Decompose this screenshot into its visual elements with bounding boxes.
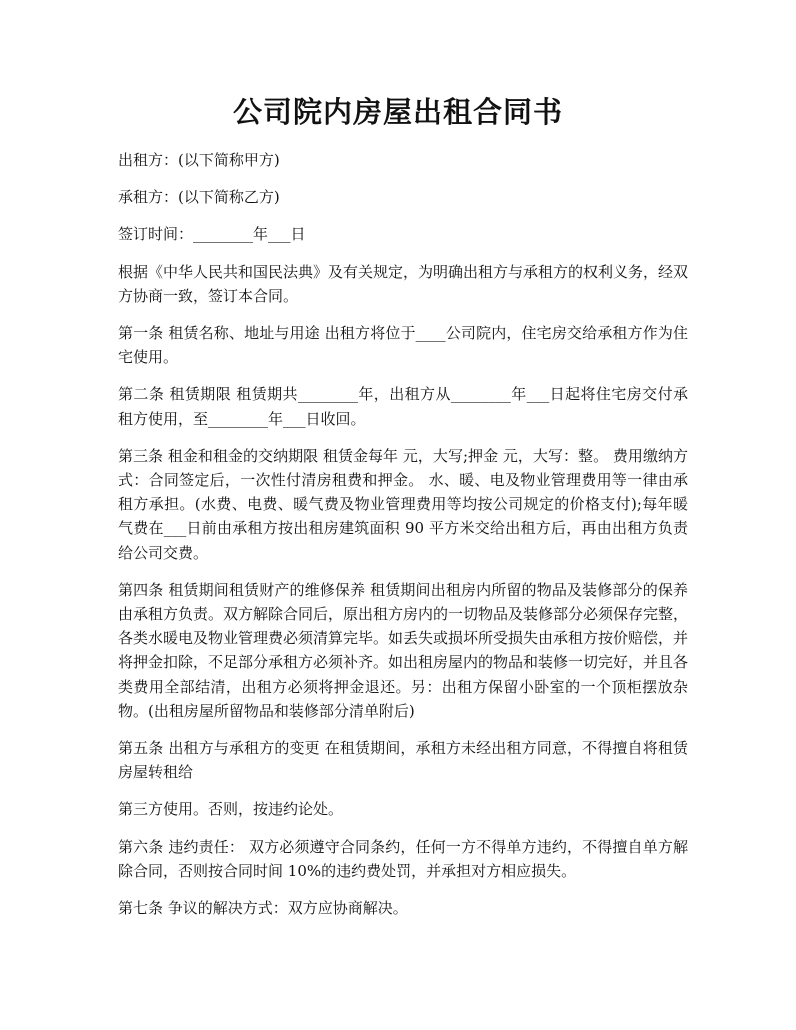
article-7-paragraph: 第七条 争议的解决方式：双方应协商解决。 — [118, 899, 408, 918]
article-1-paragraph: 第一条 租赁名称、地址与用途 出租方将位于____公司院内，住宅房交给承租方作为住宅使用。 — [118, 324, 688, 367]
document-title: 公司院内房屋出租合同书 — [232, 95, 563, 129]
lessor-line: 出租方：(以下简称甲方) — [118, 151, 280, 169]
document-body — [118, 148, 688, 933]
article-6-paragraph: 第六条 违约责任： 双方必须遵守合同条约，任何一方不得单方违约，不得擅自单方解除合同，否则按合同时间 10%的违约费处罚，并承担对方相应损失。 — [118, 837, 688, 880]
signing-date-line: 签订时间：________年___日 — [118, 225, 306, 244]
article-3-paragraph: 第三条 租金和租金的交纳期限 租赁金每年 元，大写;押金 元，大写：整。 费用缴纳方式：合同签定后，一次性付清房租费和押金。 水、暖、电及物业管理费用等一律由承租方承担。(水费、电费、暖气费及物业管理费用等均按公司规定的价格支付);每年暖气费在___日前由承租方按出租房建筑面积 90 平方米交给出租方后，再由出租方负责给公司交费。 — [118, 446, 688, 562]
preamble-paragraph: 根据《中华人民共和国民法典》及有关规定，为明确出租方与承租方的权利义务，经双方协商一致，签订本合同。 — [118, 262, 689, 305]
article-5-continuation: 第三方使用。否则，按违约论处。 — [118, 800, 344, 819]
article-4-paragraph: 第四条 租赁期间租赁财产的维修保养 租赁期间出租房内所留的物品及装修部分的保养由承租方负责。双方解除合同后，原出租方房内的一切物品及装修部分必须保存完整，各类水暖电及物业管理费必须清算完毕。如丢失或损坏所受损失由承租方按价赔偿，并将押金扣除，不足部分承租方必须补齐。如出租房屋内的物品和装修一切完好，并且各类费用全部结清，出租方必须将押金退还。另：出租方保留小卧室的一个顶柜摆放杂物。(出租房屋所留物品和装修部分清单附后) — [118, 580, 689, 720]
lessee-line: 承租方：(以下简称乙方) — [118, 188, 280, 207]
article-5-paragraph: 第五条 出租方与承租方的变更 在租赁期间，承租方未经出租方同意，不得擅自将租赁房屋转租给 — [118, 739, 688, 782]
article-2-paragraph: 第二条 租赁期限 租赁期共________年，出租方从________年___日起将住宅房交付承租方使用，至________年___日收回。 — [118, 385, 688, 428]
